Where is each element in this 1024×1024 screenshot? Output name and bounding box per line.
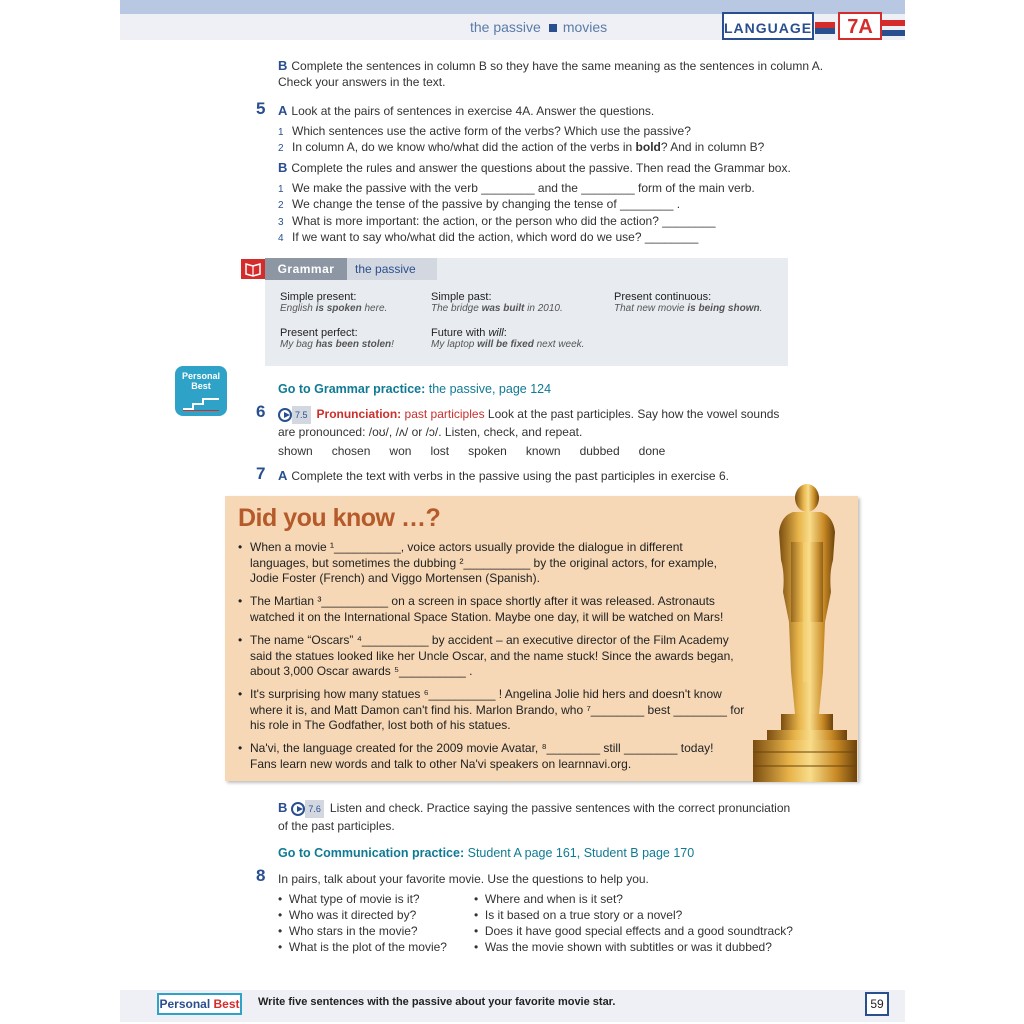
- example-text: My bag: [280, 339, 316, 350]
- item-line: It's surprising how many statues ⁶__________ ! Angelina Jolie hid hers and doesn't know: [250, 687, 722, 701]
- question-text: Who was it directed by?: [288, 908, 417, 922]
- grammar-cell-heading: Present perfect:: [280, 327, 358, 339]
- question-item: • Who stars in the movie?: [278, 924, 418, 938]
- grammar-cell-heading: Present continuous:: [614, 291, 712, 303]
- question-list-right: [474, 891, 814, 955]
- grammar-tab: Grammar: [265, 258, 347, 280]
- exercise-number: 7: [256, 464, 266, 483]
- example-bold: was built: [481, 303, 525, 314]
- example-bold: is spoken: [315, 303, 362, 314]
- exercise-5b-item: [278, 229, 858, 247]
- question-item: • What is the plot of the movie?: [278, 940, 447, 954]
- did-you-know-item: • The Martian ³__________ on a screen in space shortly after it was released. Astronauts watched it on the International Space Station. Maybe one day, it will be watched on Mars!: [238, 594, 724, 624]
- grammar-cell: [431, 327, 631, 350]
- example-text: My laptop: [431, 339, 478, 350]
- exercise-5b-item: [278, 196, 858, 214]
- exercise-letter: B: [278, 58, 288, 73]
- item-line: where it is, and Matt Damon can't find his. Marlon Brando, who ⁷________ best ________ for: [250, 702, 745, 717]
- did-you-know-item: • The name “Oscars” ⁴__________ by accident – an executive director of the Film Academy said the statues looked like her Uncle Oscar, and the name stuck! Since the awards began, about 3,000 Oscar awards ⁵__________ .: [238, 633, 734, 678]
- question-list-left: [278, 891, 478, 955]
- exercise-number: 5: [256, 99, 266, 118]
- item-line: The Martian ³__________ on a screen in space shortly after it was released. Astronauts: [250, 594, 715, 608]
- question-text: Who stars in the movie?: [288, 924, 418, 938]
- did-you-know-item: • When a movie ¹__________, voice actors usually provide the dialogue in different languages, but sometimes the dubbing ²__________ by the original actors, for example, Jodie Foster (French) and Viggo Mortensen (Spanish).: [238, 540, 717, 585]
- header-breadcrumb: [470, 19, 710, 35]
- grammar-cell-example: [431, 339, 631, 350]
- grammar-cell: [280, 327, 420, 350]
- exercise-instruction: Complete the text with verbs in the passive using the past participles in exercise 6.: [291, 469, 729, 483]
- question-text: Does it have good special effects and a good soundtrack?: [484, 924, 793, 938]
- exercise-instruction-cont: of the past participles.: [278, 819, 395, 833]
- example-bold: is being shown: [687, 303, 760, 314]
- example-text: That new movie: [614, 303, 688, 314]
- heading-italic: will: [488, 327, 504, 339]
- exercise-7b: [278, 800, 858, 834]
- example-bold: will be fixed: [477, 339, 534, 350]
- item-line: Jodie Foster (French) and Viggo Mortensen (Spanish).: [250, 571, 540, 585]
- grammar-cell-example: [614, 303, 784, 314]
- grammar-cell-heading: [431, 327, 631, 339]
- exercise-instruction-cont: are pronounced: /oʊ/, /ʌ/ or /ɔ/. Listen, check, and repeat.: [278, 425, 583, 439]
- question-item: • Where and when is it set?: [474, 892, 623, 906]
- item-line: Fans learn new words and talk to other Na'vi speakers on learnnavi.org.: [250, 756, 632, 771]
- footer-pb-word1: Personal: [159, 997, 211, 1011]
- section-label: LANGUAGE: [722, 12, 814, 40]
- header-stripe-red-right: [882, 20, 905, 26]
- grammar-cell-heading: Simple past:: [431, 291, 492, 303]
- did-you-know-item: • Na'vi, the language created for the 2009 movie Avatar, ⁸________ still ________ today! Fans learn new words and talk to other Na'vi speakers on learnnavi.org.: [238, 741, 714, 771]
- word-item: won: [389, 444, 412, 458]
- exercise-5a-item: [278, 139, 858, 157]
- word-item: done: [638, 444, 666, 458]
- example-bold: has been stolen: [315, 339, 392, 350]
- link-target[interactable]: the passive, page 124: [428, 382, 552, 396]
- heading-colon: :: [503, 327, 507, 339]
- oscar-statue-image: [745, 482, 857, 782]
- item-line: watched it on the International Space Station. Maybe one day, it will be watched on Mars!: [250, 609, 724, 624]
- link-label: Go to Grammar practice:: [278, 382, 426, 396]
- exercise-instruction-cont: Check your answers in the text.: [278, 75, 446, 89]
- badge-line: Best: [191, 381, 211, 391]
- item-text: In column A, do we know who/what did the action of the verbs in: [292, 140, 636, 154]
- exercise-6: [278, 406, 848, 440]
- item-text-end: ? And in column B?: [660, 140, 765, 154]
- link-target[interactable]: Student A page 161, Student B page 170: [467, 846, 695, 860]
- word-item: chosen: [331, 444, 371, 458]
- exercise-instruction: Complete the rules and answer the questions about the passive. Then read the Grammar box.: [291, 161, 791, 175]
- item-number: 2: [278, 200, 284, 211]
- exercise-5a: [278, 103, 858, 119]
- grammar-topic: the passive: [347, 258, 437, 280]
- item-number: 2: [278, 143, 284, 154]
- exercise-letter: A: [278, 103, 288, 118]
- grammar-cell: [280, 291, 420, 314]
- audio-play-icon[interactable]: [291, 802, 305, 816]
- exercise-number: 6: [256, 402, 266, 421]
- item-text: Which sentences use the active form of the verbs? Which use the passive?: [292, 124, 691, 138]
- audio-track-number: 7.5: [292, 406, 311, 424]
- exercise-8: In pairs, talk about your favorite movie. Use the questions to help you.: [278, 872, 649, 886]
- link-label: Go to Communication practice:: [278, 846, 465, 860]
- item-line: his role in The Godfather, lost both of his statues.: [250, 718, 511, 732]
- example-text-end: next week.: [533, 339, 585, 350]
- exercise-5b: [278, 160, 858, 176]
- audio-play-icon[interactable]: [278, 408, 292, 422]
- exercise-instruction: Look at the past participles. Say how the vowel sounds: [487, 407, 780, 422]
- book-icon: [241, 259, 265, 279]
- pronunciation-topic: past participles: [404, 407, 485, 422]
- exercise-instruction: Complete the sentences in column B so they have the same meaning as the sentences in column A.: [291, 59, 824, 73]
- exercise-letter: B: [278, 160, 288, 175]
- exercise-letter: B: [278, 800, 288, 816]
- grammar-practice-link[interactable]: [278, 381, 858, 397]
- question-item: • Is it based on a true story or a novel?: [474, 908, 683, 922]
- word-item: dubbed: [579, 444, 620, 458]
- did-you-know-item: • It's surprising how many statues ⁶__________ ! Angelina Jolie hid hers and doesn't know where it is, and Matt Damon can't find his. Marlon Brando, who ⁷________ best ________ for his role in The Godfather, lost both of his statues.: [238, 687, 745, 732]
- item-number: 1: [278, 184, 284, 195]
- grammar-cell-heading: Simple present:: [280, 291, 357, 303]
- item-number: 1: [278, 127, 284, 138]
- unit-label: 7A: [838, 12, 882, 40]
- footer-task: Write five sentences with the passive about your favorite movie star.: [258, 996, 616, 1008]
- item-number: 4: [278, 233, 284, 244]
- did-you-know-title: Did you know …?: [238, 504, 441, 532]
- word-list: [278, 443, 858, 459]
- header-stripe-blue-right: [882, 30, 905, 36]
- item-line: Na'vi, the language created for the 2009 movie Avatar, ⁸________ still ________ today!: [250, 741, 714, 755]
- example-text: English: [280, 303, 316, 314]
- question-text: Was the movie shown with subtitles or was it dubbed?: [484, 940, 772, 954]
- item-line: When a movie ¹__________, voice actors usually provide the dialogue in different: [250, 540, 683, 554]
- question-text: Where and when is it set?: [484, 892, 623, 906]
- grammar-cell-example: [431, 303, 601, 314]
- badge-line: Personal: [181, 371, 221, 381]
- item-text-bold: bold: [635, 140, 661, 154]
- question-item: • Does it have good special effects and a good soundtrack?: [474, 924, 793, 938]
- item-text: What is more important: the action, or the person who did the action? ________: [292, 214, 716, 228]
- example-text-end: in 2010.: [524, 303, 563, 314]
- exercise-letter: A: [278, 468, 288, 483]
- personal-best-badge-text: [175, 371, 227, 391]
- item-number: 3: [278, 217, 284, 228]
- item-text: We make the passive with the verb ________ and the ________ form of the main verb.: [292, 181, 755, 195]
- question-text: Is it based on a true story or a novel?: [484, 908, 683, 922]
- crumb-topic: movies: [562, 19, 608, 35]
- question-text: What is the plot of the movie?: [288, 940, 447, 954]
- communication-practice-link[interactable]: [278, 845, 858, 861]
- footer-pb-word2: Best: [213, 997, 240, 1011]
- item-line: about 3,000 Oscar awards ⁵__________ .: [250, 664, 473, 678]
- example-text-end: !: [391, 339, 394, 350]
- item-line: The name “Oscars” ⁴__________ by accident – an executive director of the Film Academy: [250, 633, 729, 647]
- question-item: • What type of movie is it?: [278, 892, 420, 906]
- audio-track-number: 7.6: [305, 800, 324, 818]
- word-item: spoken: [468, 444, 507, 458]
- exercise-instruction: Look at the pairs of sentences in exercise 4A. Answer the questions.: [291, 104, 655, 118]
- question-item: • Who was it directed by?: [278, 908, 417, 922]
- example-text-end: here.: [361, 303, 388, 314]
- exercise-instruction: Listen and check. Practice saying the passive sentences with the correct pronunciation: [329, 801, 791, 816]
- question-text: What type of movie is it?: [288, 892, 420, 906]
- grammar-cell: [431, 291, 601, 314]
- square-bullet-icon: [549, 24, 557, 32]
- item-text: If we want to say who/what did the action, which word do we use? ________: [292, 230, 699, 244]
- example-text-end: .: [759, 303, 763, 314]
- example-text: The bridge: [431, 303, 482, 314]
- word-item: lost: [430, 444, 450, 458]
- page-number: 59: [865, 992, 889, 1016]
- question-item: • Was the movie shown with subtitles or was it dubbed?: [474, 940, 772, 954]
- grammar-cell-example: [280, 303, 420, 314]
- crumb-grammar: the passive: [470, 19, 541, 35]
- item-line: languages, but sometimes the dubbing ²__________ by the original actors, for example,: [250, 555, 717, 570]
- pronunciation-label: Pronunciation:: [316, 407, 402, 422]
- word-item: known: [525, 444, 561, 458]
- header-stripe-blue: [815, 28, 835, 34]
- heading-text: Future with: [431, 327, 489, 339]
- item-text: We change the tense of the passive by changing the tense of ________ .: [292, 197, 681, 211]
- word-item: shown: [278, 444, 313, 458]
- exercise-4b: [278, 58, 858, 90]
- stairs-icon: [183, 397, 219, 411]
- personal-best-footer-label: [157, 993, 242, 1015]
- grammar-cell: [614, 291, 784, 314]
- item-line: said the statues looked like her Uncle Oscar, and the name stuck! Since the awards began,: [250, 648, 734, 663]
- exercise-number: 8: [256, 866, 266, 885]
- grammar-cell-example: [280, 339, 420, 350]
